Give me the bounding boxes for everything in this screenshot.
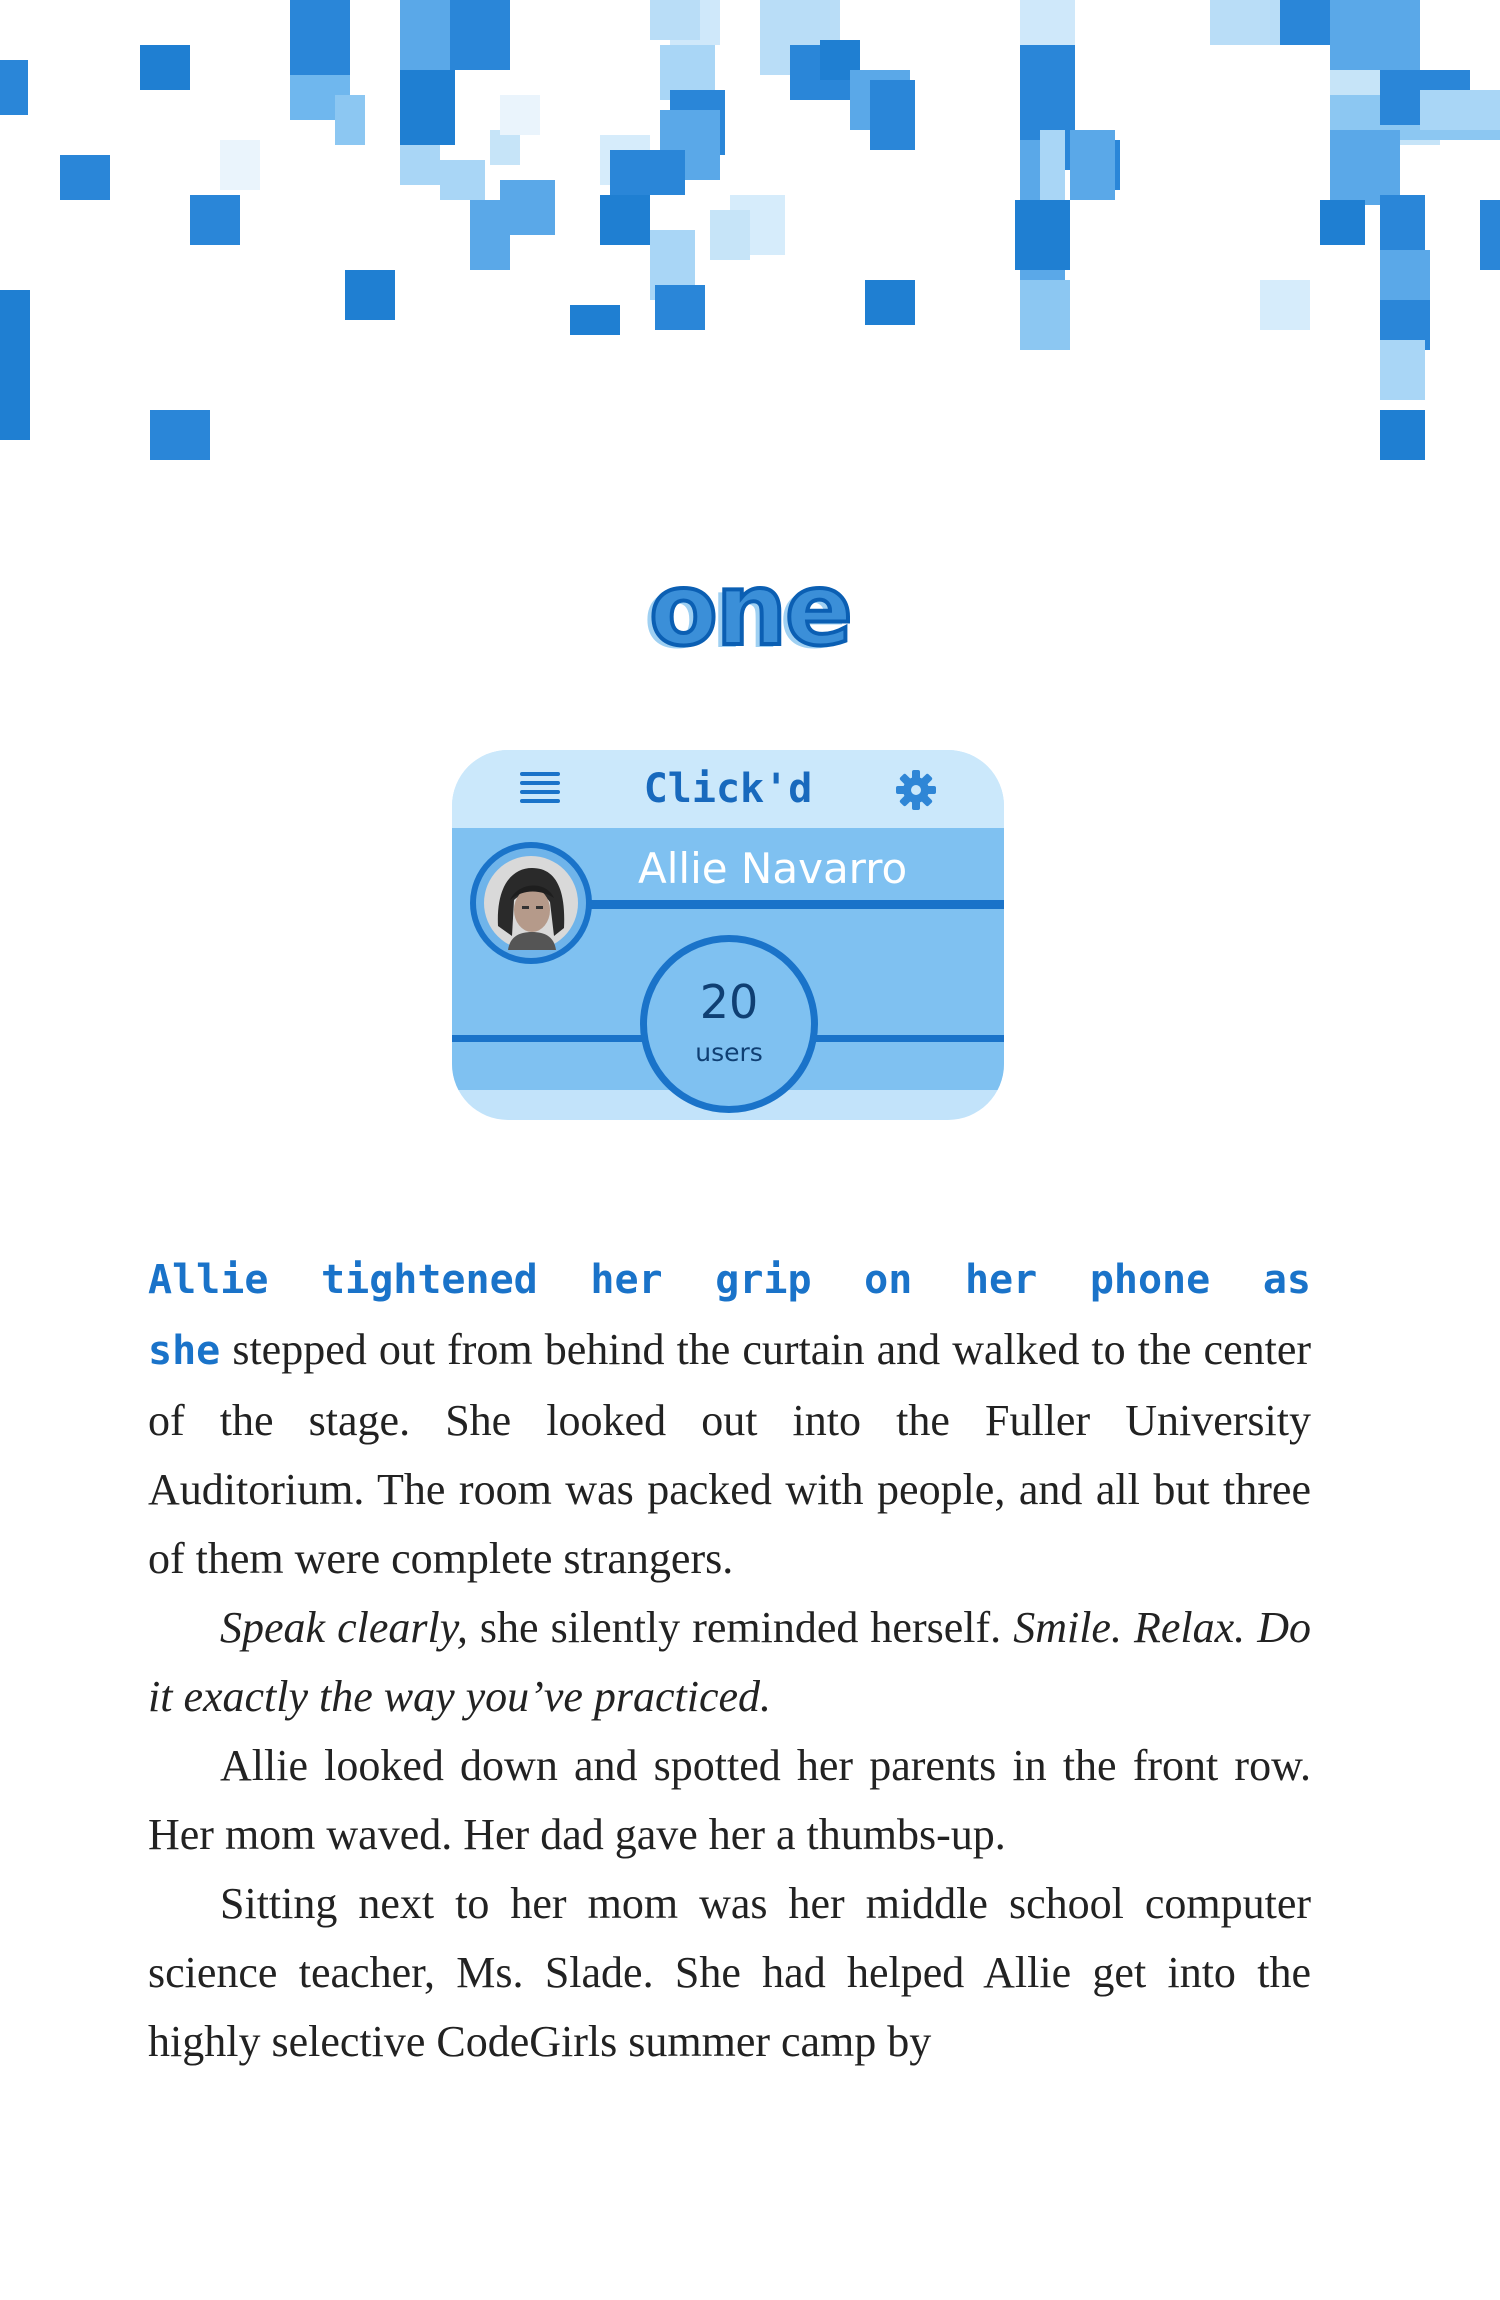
pixel-block — [1020, 0, 1075, 45]
pixel-block — [400, 145, 440, 185]
pixel-block — [220, 140, 260, 190]
avatar-photo — [484, 856, 578, 950]
paragraph — [148, 1244, 1311, 1593]
gear-icon[interactable] — [894, 768, 938, 812]
paragraph: Sitting next to her mom was her middle school computer science teacher, Ms. Slade. She had helped Allie get into the highly selective CodeGirls summer camp by — [148, 1879, 1311, 2066]
pixel-block — [1260, 280, 1310, 330]
pixel-block — [500, 180, 555, 235]
chapter-body — [148, 1244, 1311, 2076]
pixel-block — [60, 155, 110, 200]
pixel-block — [345, 270, 395, 320]
paragraph: Allie looked down and spotted her parents in the front row. Her mom waved. Her dad gave her a thumbs-up. — [148, 1741, 1311, 1859]
pixel-block — [400, 70, 455, 145]
pixel-block — [1420, 90, 1500, 130]
pixel-block — [1380, 340, 1425, 400]
user-count-label: users — [695, 1038, 763, 1067]
pixel-block — [0, 60, 28, 115]
pixel-block — [440, 160, 485, 200]
pixel-block — [1020, 280, 1070, 350]
pixel-block — [1320, 200, 1365, 245]
app-name: Click'd — [643, 766, 813, 812]
paragraph — [148, 1593, 1311, 1731]
opening-words: Allie tightened her grip on her phone as she — [148, 1257, 1311, 1374]
pixel-block — [140, 45, 190, 90]
pixel-block — [1380, 410, 1425, 460]
pixel-block — [335, 95, 365, 145]
pixel-mosaic-decoration — [0, 0, 1500, 470]
pixel-block — [710, 210, 750, 260]
pixel-block — [1210, 0, 1290, 45]
pixel-block — [655, 285, 705, 330]
pixel-block — [150, 410, 210, 460]
pixel-block — [290, 0, 350, 75]
divider — [572, 900, 1004, 909]
pixel-block — [610, 150, 685, 195]
pixel-block — [865, 280, 915, 325]
pixel-block — [600, 195, 650, 245]
pixel-block — [570, 305, 620, 335]
user-count-badge — [640, 935, 818, 1113]
pixel-block — [1380, 195, 1425, 255]
pixel-block — [1015, 200, 1070, 270]
app-profile-card — [452, 750, 1004, 1120]
italic-thought: Smile. Relax. Do it exactly the way you’ve practiced. — [148, 1603, 1311, 1721]
chapter-heading: one — [649, 551, 851, 668]
pixel-block — [1330, 0, 1420, 75]
pixel-block — [450, 0, 510, 70]
paragraph-text: she silently reminded herself. — [467, 1603, 1014, 1652]
pixel-block — [870, 80, 915, 150]
user-count-value: 20 — [699, 975, 759, 1029]
pixel-block — [1480, 200, 1500, 270]
pixel-block — [500, 95, 540, 135]
profile-name: Allie Navarro — [638, 844, 908, 893]
pixel-block — [650, 0, 700, 40]
pixel-block — [190, 195, 240, 245]
pixel-block — [0, 290, 30, 440]
app-header — [452, 750, 1004, 828]
pixel-block — [1330, 130, 1400, 205]
pixel-block — [1070, 130, 1115, 200]
pixel-block — [490, 130, 520, 165]
paragraph-text: stepped out from behind the curtain and walked to the center of the stage. She looked out into the Fuller University Auditorium. The room was packed with people, and all but three of them were complete strangers. — [148, 1325, 1311, 1583]
avatar[interactable] — [470, 842, 592, 964]
italic-thought: Speak clearly, — [220, 1603, 468, 1652]
